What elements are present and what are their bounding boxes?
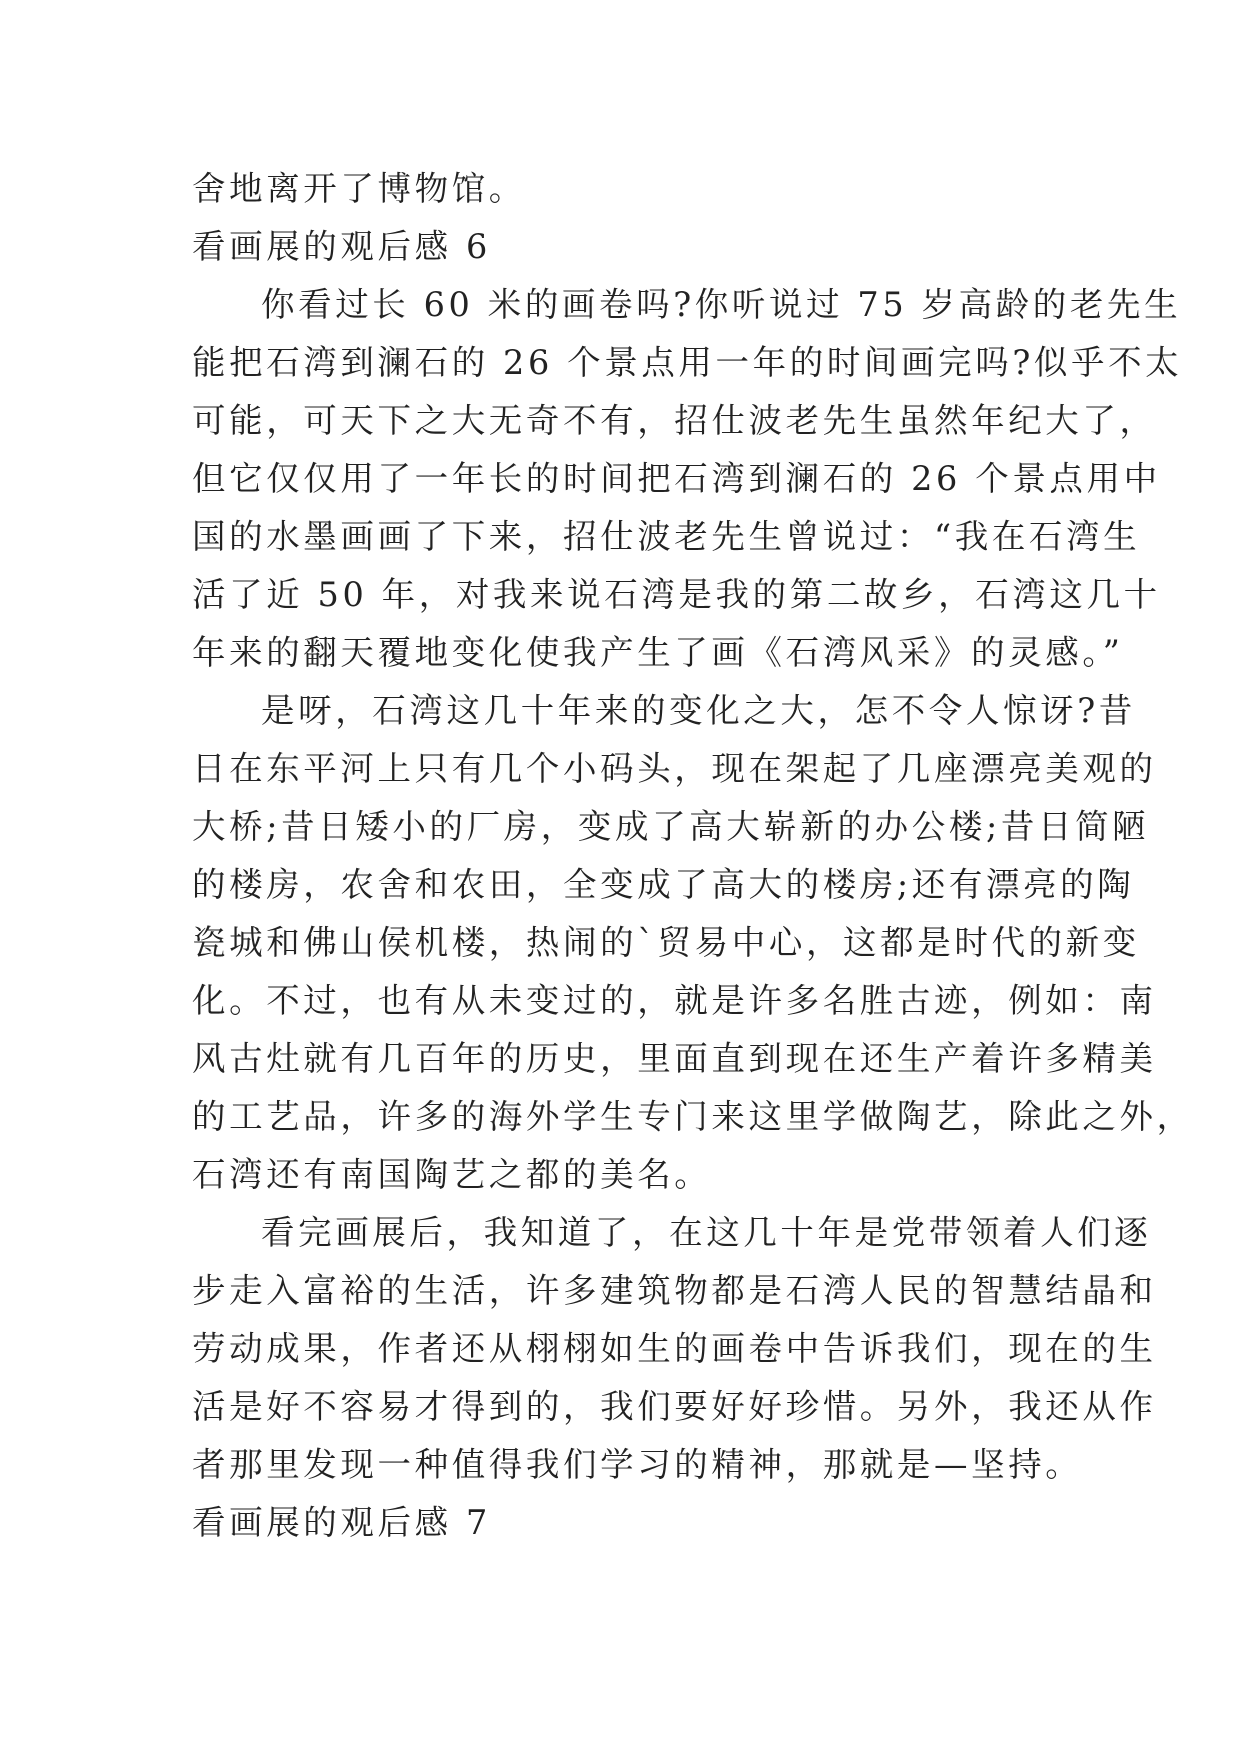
section-heading: 看画展的观后感 6	[192, 227, 491, 266]
body-line: 年来的翻天覆地变化使我产生了画《石湾风采》的灵感。”	[192, 633, 1124, 672]
body-line: 你看过长 60 米的画卷吗?你听说过 75 岁高龄的老先生	[261, 285, 1182, 324]
body-line: 看完画展后，我知道了，在这几十年是党带领着人们逐	[261, 1213, 1152, 1252]
body-line: 舍地离开了博物馆。	[192, 169, 526, 208]
body-line: 劳动成果，作者还从栩栩如生的画卷中告诉我们，现在的生	[192, 1329, 1157, 1368]
document-body	[192, 160, 1194, 1552]
body-line: 但它仅仅用了一年长的时间把石湾到澜石的 26 个景点用中	[192, 459, 1161, 498]
body-line: 能把石湾到澜石的 26 个景点用一年的时间画完吗?似乎不太	[192, 343, 1183, 382]
body-line: 国的水墨画画了下来，招仕波老先生曾说过：“我在石湾生	[192, 517, 1141, 556]
body-line: 的工艺品，许多的海外学生专门来这里学做陶艺，除此之外，	[192, 1097, 1194, 1136]
body-line: 大桥;昔日矮小的厂房，变成了高大崭新的办公楼;昔日简陋	[192, 807, 1150, 846]
body-line: 化。不过，也有从未变过的，就是许多名胜古迹，例如：南	[192, 981, 1157, 1020]
body-line: 步走入富裕的生活，许多建筑物都是石湾人民的智慧结晶和	[192, 1271, 1157, 1310]
body-line: 者那里发现一种值得我们学习的精神，那就是—坚持。	[192, 1445, 1083, 1484]
body-line: 的楼房，农舍和农田，全变成了高大的楼房;还有漂亮的陶	[192, 865, 1135, 904]
body-line: 日在东平河上只有几个小码头，现在架起了几座漂亮美观的	[192, 749, 1157, 788]
body-line: 活了近 50 年，对我来说石湾是我的第二故乡，石湾这几十	[192, 575, 1161, 614]
body-line: 活是好不容易才得到的，我们要好好珍惜。另外，我还从作	[192, 1387, 1157, 1426]
body-line: 是呀，石湾这几十年来的变化之大，怎不令人惊讶?昔	[261, 691, 1136, 730]
section-heading: 看画展的观后感 7	[192, 1503, 491, 1542]
body-line: 可能，可天下之大无奇不有，招仕波老先生虽然年纪大了，	[192, 401, 1157, 440]
body-line: 风古灶就有几百年的历史，里面直到现在还生产着许多精美	[192, 1039, 1157, 1078]
body-line: 瓷城和佛山侯机楼，热闹的`贸易中心，这都是时代的新变	[192, 923, 1140, 962]
body-line: 石湾还有南国陶艺之都的美名。	[192, 1155, 712, 1194]
